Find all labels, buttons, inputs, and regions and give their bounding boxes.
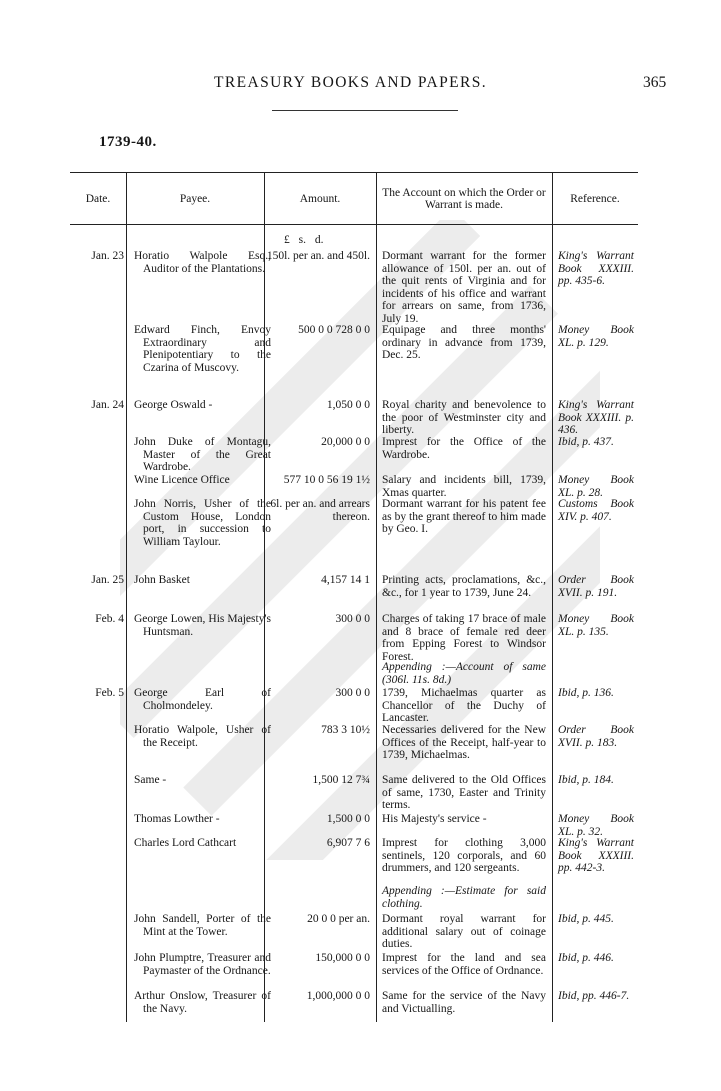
- row-account: Equipage and three months' ordinary in advance from 1739, Dec. 25.: [382, 324, 546, 361]
- row-reference: King's Warrant Book XXXIII. pp. 442-3.: [558, 837, 634, 874]
- row-date: Feb. 5: [95, 687, 124, 699]
- row-reference: Ibid, p. 136.: [558, 687, 614, 699]
- row-account: Same for the service of the Navy and Victualling.: [382, 990, 546, 1015]
- row-account: Imprest for the land and sea services of the Office of Ordnance.: [382, 952, 546, 977]
- running-title: TREASURY BOOKS AND PAPERS.: [214, 74, 487, 91]
- row-account: His Majesty's service -: [382, 813, 487, 825]
- row-amount: 4,157 14 1: [321, 574, 370, 586]
- row-reference: Order Book XVII. p. 183.: [558, 724, 634, 749]
- row-amount: 1,000,000 0 0: [306, 990, 370, 1002]
- column-header-account: The Account on which the Order or Warrant is made.: [382, 187, 546, 211]
- row-reference: Money Book XL. p. 129.: [558, 324, 634, 349]
- row-date: Jan. 23: [91, 250, 124, 262]
- row-payee: Horatio Walpole, Usher of the Receipt.: [134, 724, 271, 749]
- row-payee: Arthur Onslow, Treasurer of the Navy.: [134, 990, 271, 1015]
- row-payee: Same -: [134, 774, 167, 786]
- row-amount: 1,050 0 0: [326, 399, 370, 411]
- row-payee: John Duke of Montagu, Master of the Great Wardrobe.: [134, 436, 271, 473]
- row-reference: Order Book XVII. p. 191.: [558, 574, 634, 599]
- row-account: Dormant warrant for the former allowance of 150l. per an. out of the quit rents of Virginia and for incidents of his office and warrant for arrears on same, from 1736, July 19.: [382, 250, 546, 325]
- row-account: Salary and incidents bill, 1739, Xmas quarter.: [382, 474, 546, 499]
- row-account: Dormant royal warrant for additional salary out of coinage duties.: [382, 913, 546, 950]
- row-payee: Edward Finch, Envoy Extraordinary and Plenipotentiary to the Czarina of Muscovy.: [134, 324, 271, 374]
- row-date: Jan. 25: [91, 574, 124, 586]
- row-account: Printing acts, proclamations, &c., &c., for 1 year to 1739, June 24.: [382, 574, 546, 599]
- row-reference: Ibid, p. 446.: [558, 952, 614, 964]
- row-appending-note: Appending :—Account of same (306l. 11s. 8d.): [382, 661, 546, 686]
- row-payee: George Lowen, His Majesty's Huntsman.: [134, 613, 271, 638]
- row-reference: Ibid, p. 184.: [558, 774, 614, 786]
- row-payee: George Oswald -: [134, 399, 213, 411]
- lsd-currency-header: £ s. d.: [284, 234, 324, 246]
- row-amount: 300 0 0: [335, 687, 370, 699]
- row-payee: Wine Licence Office: [134, 474, 230, 486]
- row-reference: Customs Book XIV. p. 407.: [558, 498, 634, 523]
- header-rule: [272, 110, 458, 111]
- row-account: Same delivered to the Old Offices of same, 1730, Easter and Trinity terms.: [382, 774, 546, 811]
- column-header-date: Date.: [85, 193, 111, 205]
- row-payee: George Earl of Cholmondeley.: [134, 687, 271, 712]
- row-payee: John Sandell, Porter of the Mint at the Tower.: [134, 913, 271, 938]
- row-date: Feb. 4: [95, 613, 124, 625]
- payments-table: [70, 172, 638, 1022]
- row-payee: Charles Lord Cathcart: [134, 837, 237, 849]
- row-amount: 300 0 0: [335, 613, 370, 625]
- row-reference: Money Book XL. p. 28.: [558, 474, 634, 499]
- column-header-reference: Reference.: [570, 193, 620, 205]
- row-amount: 20,000 0 0: [321, 436, 370, 448]
- section-year: 1739-40.: [99, 134, 157, 150]
- row-appending-note: Appending :—Estimate for said clothing.: [382, 885, 546, 910]
- row-date: Jan. 24: [91, 399, 124, 411]
- row-reference: King's Warrant Book XXXIII. pp. 435-6.: [558, 250, 634, 287]
- column-divider: [552, 172, 553, 1022]
- row-payee: John Basket: [134, 574, 190, 586]
- row-account: Imprest for the Office of the Wardrobe.: [382, 436, 546, 461]
- row-reference: Ibid, pp. 446-7.: [558, 990, 630, 1002]
- row-amount: 150l. per an. and 450l.: [266, 250, 370, 262]
- row-amount: 6l. per an. and arrears thereon.: [270, 498, 370, 523]
- column-header-amount: Amount.: [299, 193, 341, 205]
- page-number: 365: [643, 74, 667, 91]
- row-account: 1739, Michaelmas quarter as Chancellor of the Duchy of Lancaster.: [382, 687, 546, 724]
- column-divider: [264, 172, 265, 1022]
- row-amount: 783 3 10½: [321, 724, 370, 736]
- row-reference: Money Book XL. p. 32.: [558, 813, 634, 838]
- row-account: Dormant warrant for his patent fee as by the grant thereof to him made by Geo. I.: [382, 498, 546, 535]
- row-account: Charges of taking 17 brace of male and 8 brace of female red deer from Epping Forest to Windsor Forest.: [382, 613, 546, 663]
- row-account: Necessaries delivered for the New Offices of the Receipt, half-year to 1739, Michaelmas.: [382, 724, 546, 761]
- row-payee: John Norris, Usher of the Custom House, London port, in succession to William Taylour.: [134, 498, 271, 548]
- row-account: Imprest for clothing 3,000 sentinels, 120 corporals, and 60 drummers, and 120 sergeants.: [382, 837, 546, 874]
- row-amount: 1,500 12 7¾: [312, 774, 370, 786]
- row-amount: 20 0 0 per an.: [307, 913, 370, 925]
- row-amount: 150,000 0 0: [315, 952, 370, 964]
- row-amount: 500 0 0 728 0 0: [298, 324, 370, 336]
- column-divider: [126, 172, 127, 1022]
- row-amount: 577 10 0 56 19 1½: [283, 474, 370, 486]
- row-reference: Money Book XL. p. 135.: [558, 613, 634, 638]
- row-reference: King's Warrant Book XXXIII. p. 436.: [558, 399, 634, 436]
- column-divider: [376, 172, 377, 1022]
- row-payee: Horatio Walpole Esq., Auditor of the Plantations.: [134, 250, 271, 275]
- column-header-payee: Payee.: [179, 193, 211, 205]
- row-payee: John Plumptre, Treasurer and Paymaster of the Ordnance.: [134, 952, 271, 977]
- row-reference: Ibid, p. 445.: [558, 913, 614, 925]
- row-payee: Thomas Lowther -: [134, 813, 220, 825]
- row-amount: 1,500 0 0: [326, 813, 370, 825]
- row-account: Royal charity and benevolence to the poor of Westminster city and liberty.: [382, 399, 546, 436]
- row-reference: Ibid, p. 437.: [558, 436, 614, 448]
- row-amount: 6,907 7 6: [326, 837, 370, 849]
